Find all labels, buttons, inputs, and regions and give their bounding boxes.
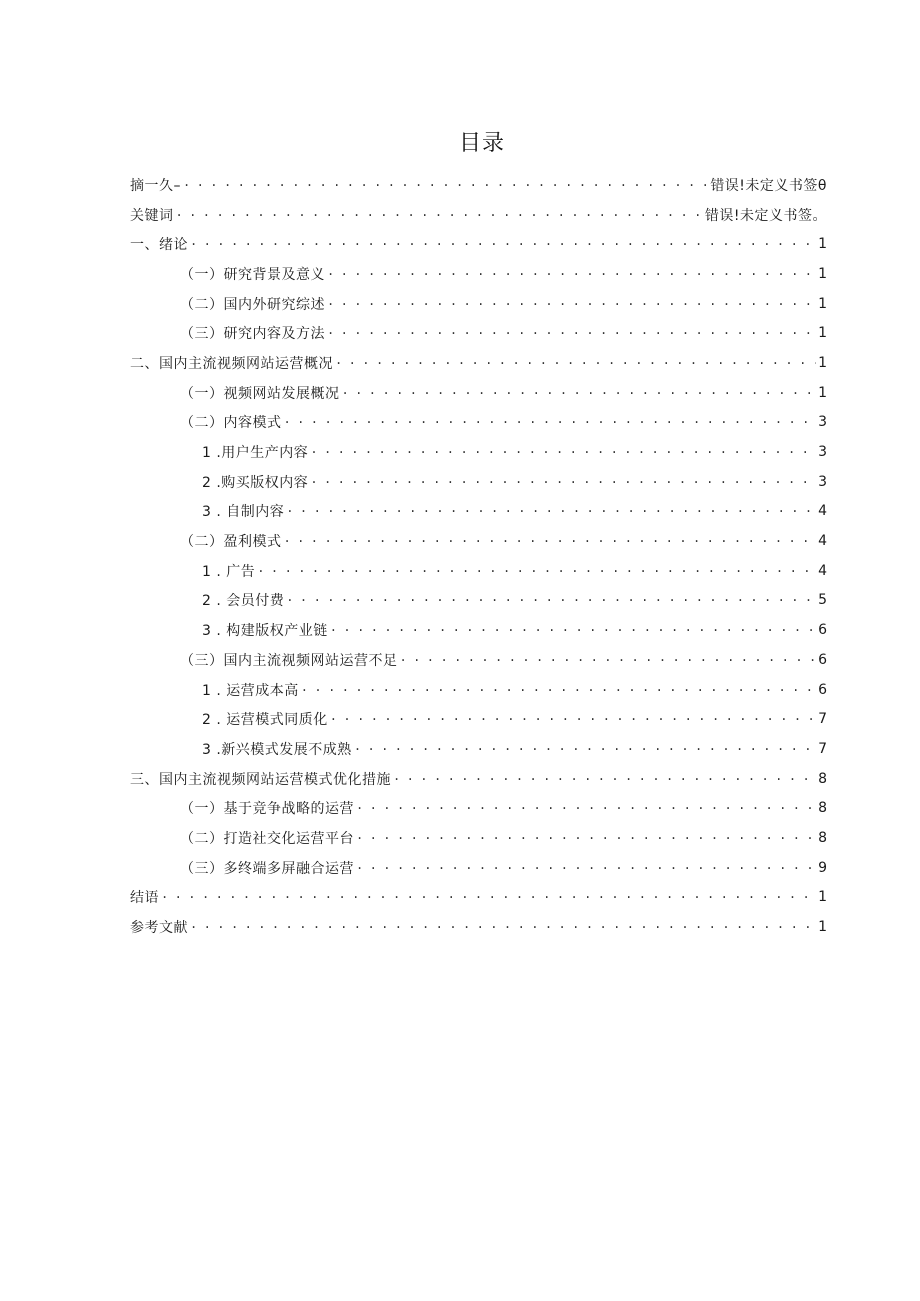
- toc-entry-page: 1: [818, 265, 827, 282]
- toc-entry-page: 4: [818, 562, 827, 579]
- toc-entry[interactable]: [130, 823, 827, 853]
- toc-dot-leader: [286, 593, 816, 607]
- toc-entry-label: （二）打造社交化运营平台: [180, 830, 354, 847]
- toc-entry[interactable]: [130, 289, 827, 319]
- toc-entry-page: 6: [818, 651, 827, 668]
- toc-dot-leader: [190, 920, 816, 934]
- toc-entry[interactable]: [130, 793, 827, 823]
- toc-dot-leader: [335, 356, 816, 370]
- toc-entry[interactable]: [130, 170, 827, 200]
- toc-entry-page: 9: [818, 859, 827, 876]
- toc-entry[interactable]: [130, 497, 827, 527]
- toc-entry[interactable]: [130, 883, 827, 913]
- toc-entry-label: （二）盈利模式: [180, 534, 282, 551]
- toc-dot-leader: [393, 772, 816, 786]
- toc-entry[interactable]: [130, 764, 827, 794]
- toc-entry-page: 1: [818, 919, 827, 936]
- toc-entry-label: （一）研究背景及意义: [180, 266, 325, 283]
- toc-entry-label: （二）内容模式: [180, 415, 282, 432]
- toc-entry-label: 一、绪论: [130, 237, 188, 254]
- toc-entry[interactable]: [130, 526, 827, 556]
- toc-entry-page: 4: [818, 533, 827, 550]
- toc-entry-label: 1 . 广告: [202, 563, 256, 580]
- toc-entry[interactable]: [130, 853, 827, 883]
- toc-entry-label: 2 . 运营模式同质化: [202, 712, 328, 729]
- toc-entry[interactable]: [130, 734, 827, 764]
- toc-entry[interactable]: [130, 615, 827, 645]
- toc-entry[interactable]: [130, 586, 827, 616]
- toc-entry-page: 1: [818, 354, 827, 371]
- toc-entry-page: 5: [818, 592, 827, 609]
- toc-entry-label: 3 . 自制内容: [202, 504, 285, 521]
- toc-dot-leader: [400, 653, 817, 667]
- toc-entry-page: 错误!未定义书签θ: [710, 177, 827, 194]
- toc-dot-leader: [257, 564, 816, 578]
- toc-dot-leader: [356, 831, 816, 845]
- toc-entry-page: 4: [818, 503, 827, 520]
- toc-dot-leader: [301, 683, 816, 697]
- toc-entry-page: 1: [818, 236, 827, 253]
- toc-entry-label: （一）基于竞争战略的运营: [180, 801, 354, 818]
- toc-entry[interactable]: [130, 408, 827, 438]
- toc-entry-label: （一）视频网站发展概况: [180, 385, 340, 402]
- toc-dot-leader: [183, 178, 708, 192]
- toc-entry-label: （三）研究内容及方法: [180, 326, 325, 343]
- toc-entry[interactable]: [130, 437, 827, 467]
- toc-entry-page: 8: [818, 800, 827, 817]
- toc-entry-page: 8: [818, 829, 827, 846]
- toc-entry-page: 3: [818, 414, 827, 431]
- toc-dot-leader: [330, 623, 816, 637]
- toc-entry-label: 2 .购买版权内容: [202, 474, 309, 491]
- toc-dot-leader: [284, 534, 817, 548]
- toc-entry-page: 7: [818, 740, 827, 757]
- toc-dot-leader: [327, 297, 816, 311]
- toc-entry-label: 1 .用户生产内容: [202, 445, 309, 462]
- toc-entry[interactable]: [130, 467, 827, 497]
- toc-entry-page: 3: [818, 444, 827, 461]
- toc-entry-page: 8: [818, 770, 827, 787]
- toc-dot-leader: [286, 504, 816, 518]
- toc-dot-leader: [310, 445, 816, 459]
- toc-dot-leader: [190, 237, 816, 251]
- toc-entry[interactable]: [130, 259, 827, 289]
- toc-entry-label: （三）国内主流视频网站运营不足: [180, 652, 398, 669]
- toc-entry-label: （三）多终端多屏融合运营: [180, 860, 354, 877]
- toc-entry[interactable]: [130, 645, 827, 675]
- toc-entry-label: 结语: [130, 890, 159, 907]
- table-of-contents: [130, 170, 827, 942]
- toc-entry[interactable]: [130, 318, 827, 348]
- toc-entry[interactable]: [130, 229, 827, 259]
- toc-entry[interactable]: [130, 200, 827, 230]
- toc-dot-leader: [176, 208, 703, 222]
- toc-dot-leader: [327, 267, 816, 281]
- toc-entry-label: 关键词: [130, 207, 174, 224]
- toc-dot-leader: [354, 742, 816, 756]
- toc-dot-leader: [330, 712, 816, 726]
- toc-entry-page: 1: [818, 889, 827, 906]
- toc-entry[interactable]: [130, 378, 827, 408]
- toc-entry-page: 7: [818, 711, 827, 728]
- toc-title: 目录: [458, 131, 505, 156]
- toc-entry[interactable]: [130, 556, 827, 586]
- toc-dot-leader: [161, 890, 816, 904]
- toc-entry-label: 3 . 构建版权产业链: [202, 623, 328, 640]
- toc-entry-page: 错误!未定义书签。: [704, 207, 827, 224]
- toc-entry-label: 三、国内主流视频网站运营模式优化措施: [130, 771, 391, 788]
- toc-entry[interactable]: [130, 675, 827, 705]
- toc-dot-leader: [356, 801, 816, 815]
- toc-entry[interactable]: [130, 348, 827, 378]
- toc-dot-leader: [342, 386, 817, 400]
- toc-dot-leader: [356, 861, 816, 875]
- toc-entry-label: 参考文献: [130, 920, 188, 937]
- toc-entry-page: 1: [818, 325, 827, 342]
- toc-entry-page: 1: [818, 384, 827, 401]
- toc-entry-page: 6: [818, 681, 827, 698]
- toc-entry-page: 1: [818, 295, 827, 312]
- toc-entry[interactable]: [130, 912, 827, 942]
- toc-dot-leader: [284, 415, 817, 429]
- toc-entry-label: 2 . 会员付费: [202, 593, 285, 610]
- toc-entry-label: 摘一久–: [130, 177, 181, 194]
- toc-entry-page: 6: [818, 622, 827, 639]
- toc-dot-leader: [310, 475, 816, 489]
- toc-entry-label: 3 .新兴模式发展不成熟: [202, 741, 352, 758]
- toc-dot-leader: [327, 326, 816, 340]
- toc-entry[interactable]: [130, 704, 827, 734]
- toc-entry-page: 3: [818, 473, 827, 490]
- toc-entry-label: （二）国内外研究综述: [180, 296, 325, 313]
- toc-entry-label: 1 . 运营成本高: [202, 682, 299, 699]
- toc-entry-label: 二、国内主流视频网站运营概况: [130, 355, 333, 372]
